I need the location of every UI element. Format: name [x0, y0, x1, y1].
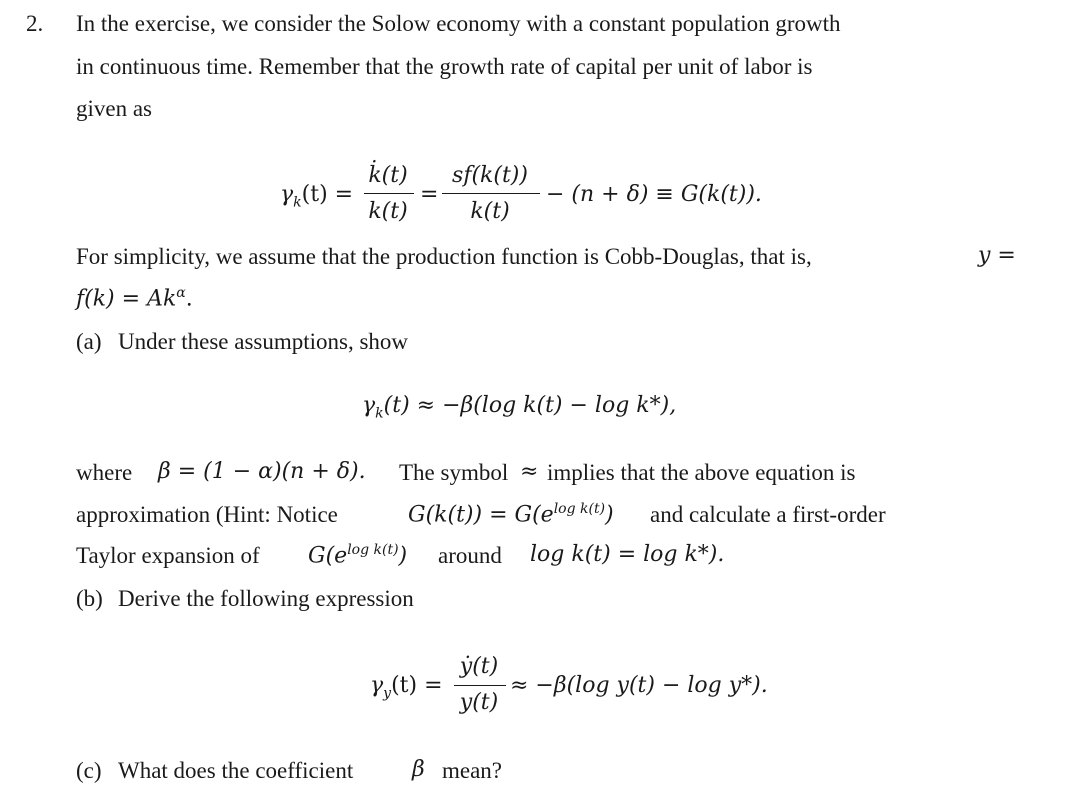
- hint-line-start: approximation (Hint: Notice: [76, 502, 338, 527]
- intro-line-1: In the exercise, we consider the Solow economy with a constant population growth: [76, 11, 841, 36]
- eq1-frac2-bar: [442, 193, 540, 194]
- symbol-text-1: The symbol: [399, 460, 509, 485]
- production-fn: f(k) = Ak: [76, 286, 177, 312]
- eq1-frac1-num: k̇(t): [368, 163, 408, 188]
- hint-g1-close: ): [605, 502, 614, 528]
- part-b-label: (b): [76, 586, 103, 611]
- part-c-text-1: What does the coefficient: [118, 758, 354, 783]
- taylor-end: log k(t) = log k*).: [530, 542, 725, 567]
- hint-g-expression: [408, 501, 614, 527]
- eq1-lhs-arg: (t) =: [301, 182, 354, 207]
- part-b-text: Derive the following expression: [118, 586, 414, 611]
- eq2-gamma-sub: k: [375, 405, 384, 422]
- hint-g1-sup: log k(t): [553, 501, 606, 517]
- where-text: where: [76, 460, 133, 485]
- eq3-lhs-arg: (t) =: [391, 673, 443, 698]
- part-c-beta: β: [412, 757, 425, 782]
- production-period: .: [185, 286, 193, 312]
- eq1-gamma-sub: k: [293, 194, 302, 211]
- simplicity-text: For simplicity, we assume that the production function is Cobb-Douglas, that is,: [76, 244, 812, 269]
- hint-g1: G(k(t)) = G(e: [408, 502, 554, 528]
- intro-line-3: given as: [76, 96, 153, 121]
- eq3-gamma-sub: y: [383, 685, 392, 702]
- symbol-text-2: implies that the above equation is: [547, 460, 856, 485]
- eq2-rhs: (t) ≈ −β(log k(t) − log k*),: [383, 393, 677, 418]
- part-a-text: Under these assumptions, show: [118, 329, 409, 354]
- taylor-g-expression: [308, 542, 407, 568]
- eq1-rhs: − (n + δ) ≡ G(k(t)).: [546, 182, 762, 207]
- part-c-label: (c): [76, 758, 102, 783]
- eq3-gamma: γ: [370, 673, 384, 698]
- taylor-g-sup: log k(t): [347, 542, 399, 558]
- beta-definition: β = (1 − α)(n + δ).: [158, 459, 366, 484]
- eq2-gamma: γ: [362, 393, 376, 418]
- eq1-frac1-den: k(t): [368, 199, 408, 224]
- taylor-g: G(e: [308, 543, 348, 569]
- eq1-gamma: γ: [280, 182, 294, 207]
- eq1-frac1-bar: [364, 193, 414, 194]
- eq1-equals: =: [420, 182, 439, 207]
- problem-number: 2.: [26, 11, 44, 36]
- eq3-frac-num: ẏ(t): [459, 654, 499, 679]
- part-a-label: (a): [76, 329, 102, 354]
- hint-line-end: and calculate a first-order: [650, 502, 886, 527]
- eq3-frac-den: y(t): [459, 690, 499, 715]
- production-function: [76, 285, 193, 311]
- production-exp: α: [176, 285, 186, 301]
- eq3-frac-bar: [454, 685, 506, 686]
- eq1-frac2-num: sf(k(t)): [452, 163, 528, 188]
- equation-approx-capital: [362, 393, 676, 421]
- eq3-rhs: ≈ −β(log y(t) − log y*).: [510, 673, 768, 698]
- taylor-start: Taylor expansion of: [76, 543, 260, 568]
- taylor-g-close: ): [398, 543, 408, 569]
- eq1-frac2-den: k(t): [470, 199, 510, 224]
- intro-line-2: in continuous time. Remember that the growth rate of capital per unit of labor is: [76, 54, 813, 79]
- simplicity-tail: y =: [978, 243, 1016, 268]
- approx-symbol: ≈: [520, 459, 539, 484]
- taylor-mid: around: [438, 543, 502, 568]
- part-c-text-2: mean?: [442, 758, 503, 783]
